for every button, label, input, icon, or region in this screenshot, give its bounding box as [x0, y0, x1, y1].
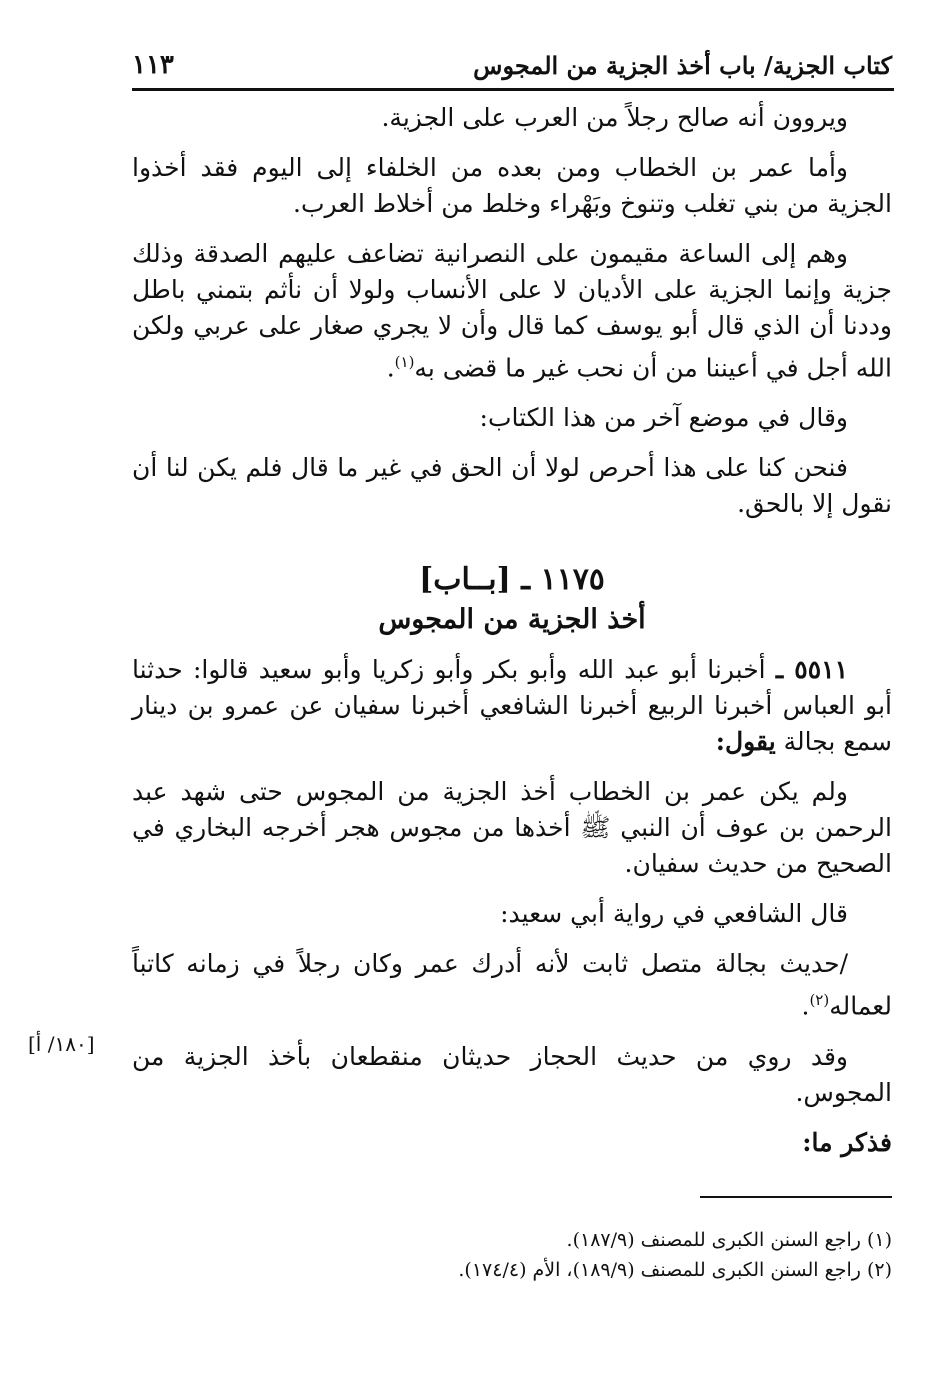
main-text — [132, 100, 892, 1175]
page-number: ١١٣ — [132, 50, 174, 80]
paragraph: ويروون أنه صالح رجلاً من العرب على الجزية. — [381, 103, 848, 132]
paragraph-end: . — [801, 991, 810, 1021]
chapter-title: أخذ الجزية من المجوس — [378, 604, 646, 636]
paragraph: وأما عمر بن الخطاب ومن بعده من الخلفاء إلى اليوم فقد أخذوا الجزية من بني تغلب وتنوخ وبَهْراء وخلط من أخلاط العرب. — [132, 153, 892, 218]
paragraph: وقد روي من حديث الحجاز حديثان منقطعان بأخذ الجزية من المجوس. — [132, 1041, 892, 1107]
paragraph — [132, 946, 892, 1024]
paragraph-text: /حديث بجالة متصل ثابت لأنه أدرك عمر وكان رجلاً في زمانه كاتباً لعماله — [132, 949, 892, 1021]
page-header — [132, 38, 892, 80]
footnote-rule — [700, 1196, 892, 1198]
footnote: (٢) راجع السنن الكبرى للمصنف (١٨٩/٩)، الأم (١٧٤/٤). — [458, 1259, 892, 1281]
footnote-ref: (٢) — [809, 991, 830, 1010]
isnad-text: أخبرنا أبو عبد الله وأبو بكر وأبو زكريا وأبو سعيد قالوا: حدثنا أبو العباس أخبرنا الربيع أخبرنا الشافعي أخبرنا سفيان عن عمرو بن دينار سمع بجالة — [132, 655, 892, 757]
footnote-ref: (١) — [394, 353, 415, 371]
hadith-matn: ولم يكن عمر بن الخطاب أخذ الجزية من المجوس حتى شهد عبد الرحمن بن عوف أن النبي ﷺ أخذها من مجوس هجر أخرجه البخاري في الصحيح من حديث سفيان. — [132, 777, 892, 879]
paragraph: وقال في موضع آخر من هذا الكتاب: — [479, 403, 848, 433]
paragraph: قال الشافعي في رواية أبي سعيد: — [500, 899, 848, 929]
hadith-number: ٥٥١١ ـ — [775, 655, 848, 685]
paragraph — [132, 236, 892, 386]
chapter-number: ١١٧٥ ـ [بــاب] — [419, 562, 605, 598]
paragraph: فنحن كنا على هذا أحرص لولا أن الحق في غير ما قال فلم يكن لنا أن نقول إلا بالحق. — [132, 453, 892, 519]
isnad-yaqul: يقول: — [715, 727, 776, 757]
footnote: (١) راجع السنن الكبرى للمصنف (١٨٧/٩). — [566, 1229, 892, 1251]
paragraph: فذكر ما: — [802, 1127, 892, 1157]
margin-folio-note: [١٨٠/ أ] — [28, 1032, 95, 1056]
paragraph-end: . — [386, 353, 395, 383]
hadith-isnad — [132, 652, 892, 760]
running-title: كتاب الجزية/ باب أخذ الجزية من المجوس — [473, 51, 892, 80]
paragraph-text: وهم إلى الساعة مقيمون على النصرانية تضاعف عليهم الصدقة وذلك جزية وإنما الجزية على الأديان لا على الأنساب ولولا أن نأثم بتمني باطل وددنا أن الذي قال أبو يوسف كما قال وأن لا يجري صغار على عربي ولكن الله أجل في أعيننا من أن نحب غير ما قضى به — [132, 239, 892, 383]
header-rule — [132, 88, 894, 91]
footnotes — [132, 1225, 892, 1285]
